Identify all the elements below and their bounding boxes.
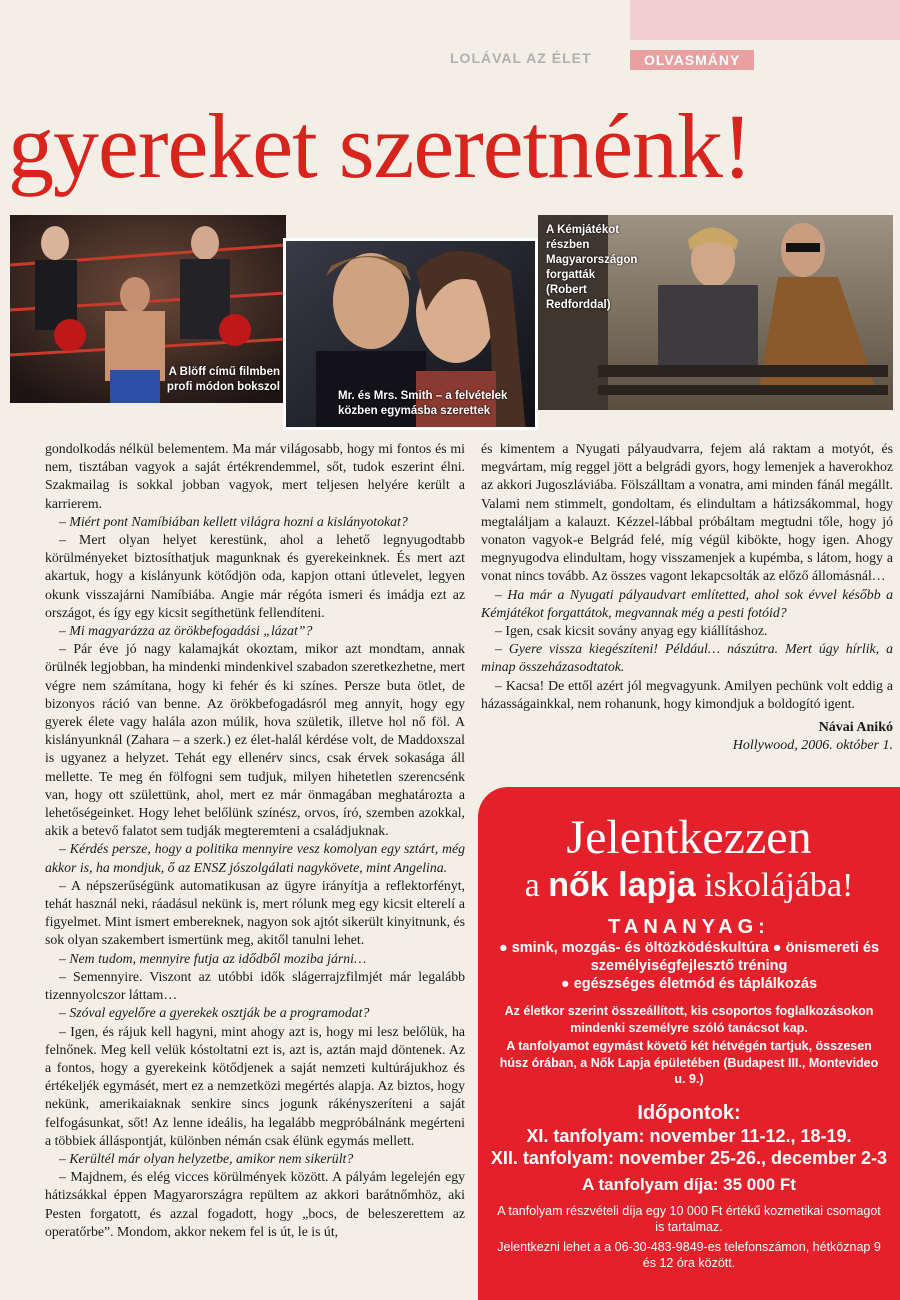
ad-fine-print: A tanfolyam részvételi díja egy 10 000 Ft értékű kozmetikai csomagot is tartalmaz. [497, 1203, 881, 1234]
question: – Kérdés persze, hogy a politika mennyire vesz komolyan egy sztárt, még akkor is, ha mondjuk, ő az ENSZ jószolgálati nagykövete, mint Angelina. [45, 841, 465, 875]
ad-title: Jelentkezzen [566, 811, 812, 864]
paragraph: gondolkodás nélkül belementem. Ma már világosabb, hogy mi fontos és mi nem, tisztában vagyok a saját értékrendemmel, sőt, tudok eszerint élni. Szakmailag is sokkal jobban vagyok, mert teljesen helyére került a karrierem. [45, 441, 465, 511]
paragraph: – Pár éve jó nagy kalamajkát okoztam, mikor azt mondtam, annak örülnék legjobban, ha mindenki mindenkivel szabadon szeretkezhetne, mert végre nem számítana, hogy ki fehér és ki színes. Persze buta ötlet, de bizonyos ráció van benne. Az örökbefogadásról meg annyit, hogy egy gyerek élete vagy halála azon múlik, hova születik, illetve hol nő föl. A kislányunknál (Zahara – a szerk.) ez élet-halál kérdése volt, de Maddoxszal is ugyanez a helyzet. Tehát egy ellenérv sincs, csak érvek sokasága áll mellette. Te meg én fölfogni sem tudjuk, milyen hihetetlen szerencsénk van, hogy ott születtünk, ahol, mert ez már önmagában meghatározta a lehetőségeinket. Hogy lehet belőlünk színész, orvos, író, szemben azokkal, akik a betevő falatot sem tudják megteremteni a családjuknak. [45, 641, 465, 839]
section-label-left: LOLÁVAL AZ ÉLET [450, 50, 592, 66]
page-headline: gyereket szeretnénk! [8, 95, 752, 197]
dateline: Hollywood, 2006. október 1. [732, 738, 893, 754]
ad-contact: Jelentkezni lehet a a 06-30-483-9849-es telefonszámon, hétköznap 9 és 12 óra között. [497, 1239, 881, 1270]
ad-course-date: XII. tanfolyam: november 25-26., december 2-3 [490, 1147, 888, 1168]
header-pink-block [630, 0, 900, 40]
section-header [440, 42, 900, 78]
photo-spy [538, 215, 893, 410]
question: – Miért pont Namíbiában kellett világra hozni a kislányotokat? [59, 513, 408, 529]
paragraph: és kimentem a Nyugati pályaudvarra, fejem alá raktam a motyót, és megvártam, míg reggel jött a belgrádi gyors, hogy lemenjek a haverokhoz az akkori Jugoszláviába. Fölszálltam a vonatra, ami minden fánál megállt. Valami nem stimmelt, gondoltam, és elindultam a hátizsákommal, hogy megtaláljam a kalauzt. Kézzel-lábbal próbáltam megtudni tőle, hogy jó vonaton vagyok-e Belgrád felé, míg végül kibökte, hogy igen. Ahogy megnyugodva elindultam, hogy visszamenjek a kupémba, s látom, hogy a vonat nincs tovább. Az összes vagont lekapcsolták az előző állomásnál… [481, 441, 893, 584]
photo-bluff [10, 215, 286, 403]
paragraph: – Majdnem, és elég vicces körülmények között. A pályám legelején egy hátizsákkal éppen Magyarországra repültem az akkori barátnőmhöz, aki Pesten forgatott, és azzal fogadott, hogy „bocs, de beleszerettem az operatőrbe”. Mondom, akkor nekem fel is út, le is út, [45, 1169, 465, 1239]
question: – Szóval egyelőre a gyerekek osztják be a programodat? [59, 1005, 370, 1021]
ad-curriculum-list [478, 939, 900, 993]
author-signature: Návai Anikó [818, 720, 893, 736]
caption-spy: A Kémjátékot részben Magyarországon forgatták (Robert Redforddal) [546, 224, 638, 311]
photo-smith [283, 238, 538, 430]
ad-body-text: Az életkor szerint összeállított, kis csoportos foglalkozásokon mindenki személyre szóló tanácsot kap. [504, 1004, 874, 1035]
article-left-column [45, 440, 465, 1241]
question: – Gyere vissza kiegészíteni! Például… nászútra. Mert úgy hírlik, a minap összeházasodtatok. [481, 641, 893, 675]
course-advertisement [478, 787, 900, 1300]
paragraph: – Mert olyan helyet kerestünk, ahol a lehető legnyugodtabb körülményeket biztosíthatjuk magunknak és gyerekeinknek. És mert azt akartuk, hogy a kislányunk kötődjön oda, kapjon ottani útlevelet, legyen okunk visszajárni Namíbiába. Angie már régóta ismeri és imádja ezt az országot, és így egy kicsit segíthetünk fellendíteni. [45, 532, 465, 620]
ad-subtitle [478, 863, 900, 908]
ad-curriculum-item: ● egészséges életmód és táplálkozás [560, 976, 818, 992]
paragraph: – A népszerűségünk automatikusan az ügyre irányítja a reflektorfényt, tehát használ neki, ráadásul nekünk is, mert rólunk meg egy kicsit elterelí a figyelmet. Mint ismert embereknek, nagyon sok ajtót sikerült kinyitnunk, és sok olyan szakembert ismertünk meg, akitől tanulni lehet. [45, 877, 465, 948]
paragraph: – Igen, és rájuk kell hagyni, mint ahogy azt is, hogy mi lesz belőlük, ha felnőnek. Meg kell velük kóstoltatni ezt is, azt is, aztán majd döntenek. Az a fontos, hogy a gyerekeink kötődjenek a saját nemzeti kultúrájukhoz és értékeljék egymásét, mert ez a nemzetközi megértés alapja. Az biztos, hogy nekünk, amerikaiaknak senkire sincs jogunk rákényszeríteni a saját felfogásunkat, sőt! Az lenne ideális, ha legalább megpróbálnánk megérteni a többiek álláspontját, különben némán csak élünk egymás mellett. [45, 1023, 465, 1148]
ad-course-date: XI. tanfolyam: november 11-12., 18-19. [526, 1125, 852, 1146]
caption-bluff: A Blöff című filmben profi módon bokszol [166, 366, 280, 393]
question: – Ha már a Nyugati pályaudvart említetted, ahol sok évvel később a Kémjátékot forgattátok, megvannak még a pesti fotóid? [481, 586, 893, 620]
ad-brand: nők lapja [548, 866, 696, 904]
ad-subtitle-pre: a [524, 867, 540, 904]
ad-body-text: A tanfolyamot egymást követő két hétvégén tartjuk, összesen húsz órában, a Nők Lapja épületében (Budapest III., Montevideo u. 9.) [499, 1039, 879, 1086]
ad-fee: A tanfolyam díja: 35 000 Ft [582, 1174, 796, 1194]
ad-curriculum-item: ● smink, mozgás- és öltözködéskultúra ● önismereti és személyiségfejlesztő tréning [498, 940, 880, 974]
ad-subtitle-post: iskolájába! [704, 867, 854, 904]
section-label-right: OLVASMÁNY [630, 50, 754, 70]
question: – Mi magyarázza az örökbefogadási „lázat”? [59, 623, 313, 639]
question: – Nem tudom, mennyire futja az idődből moziba járni… [59, 950, 367, 966]
ad-curriculum-heading: TANANYAG: [608, 916, 770, 938]
paragraph: – Semennyire. Viszont az utóbbi idők slágerrajzfilmjét már legalább tizennyolcszor láttam… [45, 968, 465, 1003]
ad-dates-heading: Időpontok: [637, 1101, 741, 1124]
caption-smith: Mr. és Mrs. Smith – a felvételek közben egymásba szerettek [338, 390, 508, 417]
paragraph: – Igen, csak kicsit sovány anyag egy kiállításhoz. [495, 623, 768, 639]
paragraph: – Kacsa! De ettől azért jól megvagyunk. Amilyen pechünk volt eddig a házasságainkkal, nem rohanunk, hogy kimondjuk a boldogító igent. [481, 677, 893, 711]
question: – Kerültél már olyan helyzetbe, amikor nem sikerült? [59, 1150, 354, 1166]
article-right-column [481, 440, 893, 755]
